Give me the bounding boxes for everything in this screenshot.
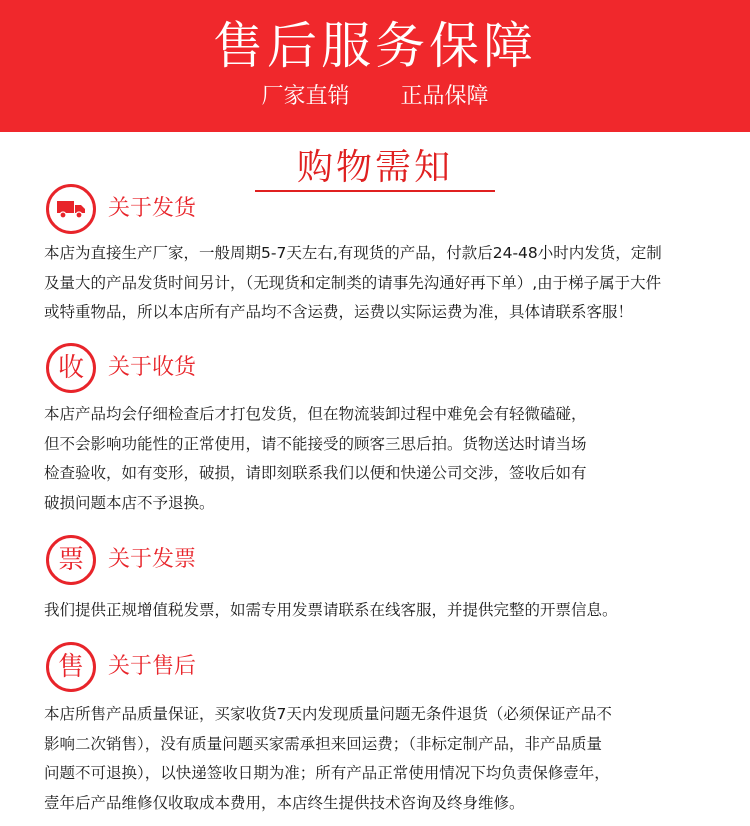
notice-title: 购物需知 xyxy=(296,147,453,188)
section-shipping-header xyxy=(46,184,446,234)
text-line: 本店所售产品质量保证，买家收货7天内发现质量问题无条件退货（必须保证产品不 xyxy=(44,705,612,723)
section-invoice-label: 关于发票 xyxy=(108,547,197,572)
receive-icon xyxy=(46,343,96,393)
text-line: 影响二次销售），没有质量问题买家需承担来回运费；（非标定制产品，非产品质量 xyxy=(44,734,603,753)
section-invoice-text xyxy=(44,596,724,626)
section-shipping-text xyxy=(44,239,724,328)
text-line: 或特重物品，所以本店所有产品均不含运费，运费以实际运费为准，具体请联系客服！ xyxy=(44,303,634,321)
banner-title: 售后服务保障 xyxy=(213,17,537,75)
text-line: 检查验收，如有变形，破损，请即刻联系我们以便和快递公司交涉，签收后如有 xyxy=(44,464,587,482)
section-receiving-text xyxy=(44,400,724,518)
aftersales-icon xyxy=(46,642,96,692)
section-receiving-label: 关于收货 xyxy=(108,355,197,380)
receive-icon-char: 收 xyxy=(57,353,84,383)
text-line: 但不会影响功能性的正常使用，请不能接受的顾客三思后拍。货物送达时请当场 xyxy=(44,434,587,453)
text-line: 本店产品均会仔细检查后才打包发货，但在物流装卸过程中难免会有轻微磕碰， xyxy=(44,405,587,423)
section-aftersales-text xyxy=(44,700,724,818)
text-line: 我们提供正规增值税发票，如需专用发票请联系在线客服，并提供完整的开票信息。 xyxy=(44,601,618,619)
banner-subtitle xyxy=(0,82,750,112)
text-line: 壹年后产品维修仅收取成本费用，本店终生提供技术咨询及终身维修。 xyxy=(44,793,525,812)
section-aftersales-label: 关于售后 xyxy=(108,654,197,679)
banner-subtitle-right: 正品保障 xyxy=(400,84,489,109)
invoice-icon-char: 票 xyxy=(57,545,84,575)
truck-icon xyxy=(46,184,96,234)
invoice-icon xyxy=(46,535,96,585)
aftersales-icon-char: 售 xyxy=(57,652,84,682)
text-line: 本店为直接生产厂家，一般周期5-7天左右,有现货的产品，付款后24-48小时内发货，定制 xyxy=(44,244,662,262)
header-banner xyxy=(0,0,750,132)
section-aftersales-header xyxy=(46,642,446,692)
text-line: 问题不可退换），以快递签收日期为准；所有产品正常使用情况下均负责保修壹年， xyxy=(44,764,610,782)
text-line: 及量大的产品发货时间另计，（无现货和定制类的请事先沟通好再下单）,由于梯子属于大件 xyxy=(44,273,662,292)
section-invoice-header xyxy=(46,535,446,585)
section-receiving-header xyxy=(46,343,446,393)
section-shipping-label: 关于发货 xyxy=(108,196,197,221)
text-line: 破损问题本店不予退换。 xyxy=(44,493,215,512)
banner-subtitle-left: 厂家直销 xyxy=(261,84,350,109)
